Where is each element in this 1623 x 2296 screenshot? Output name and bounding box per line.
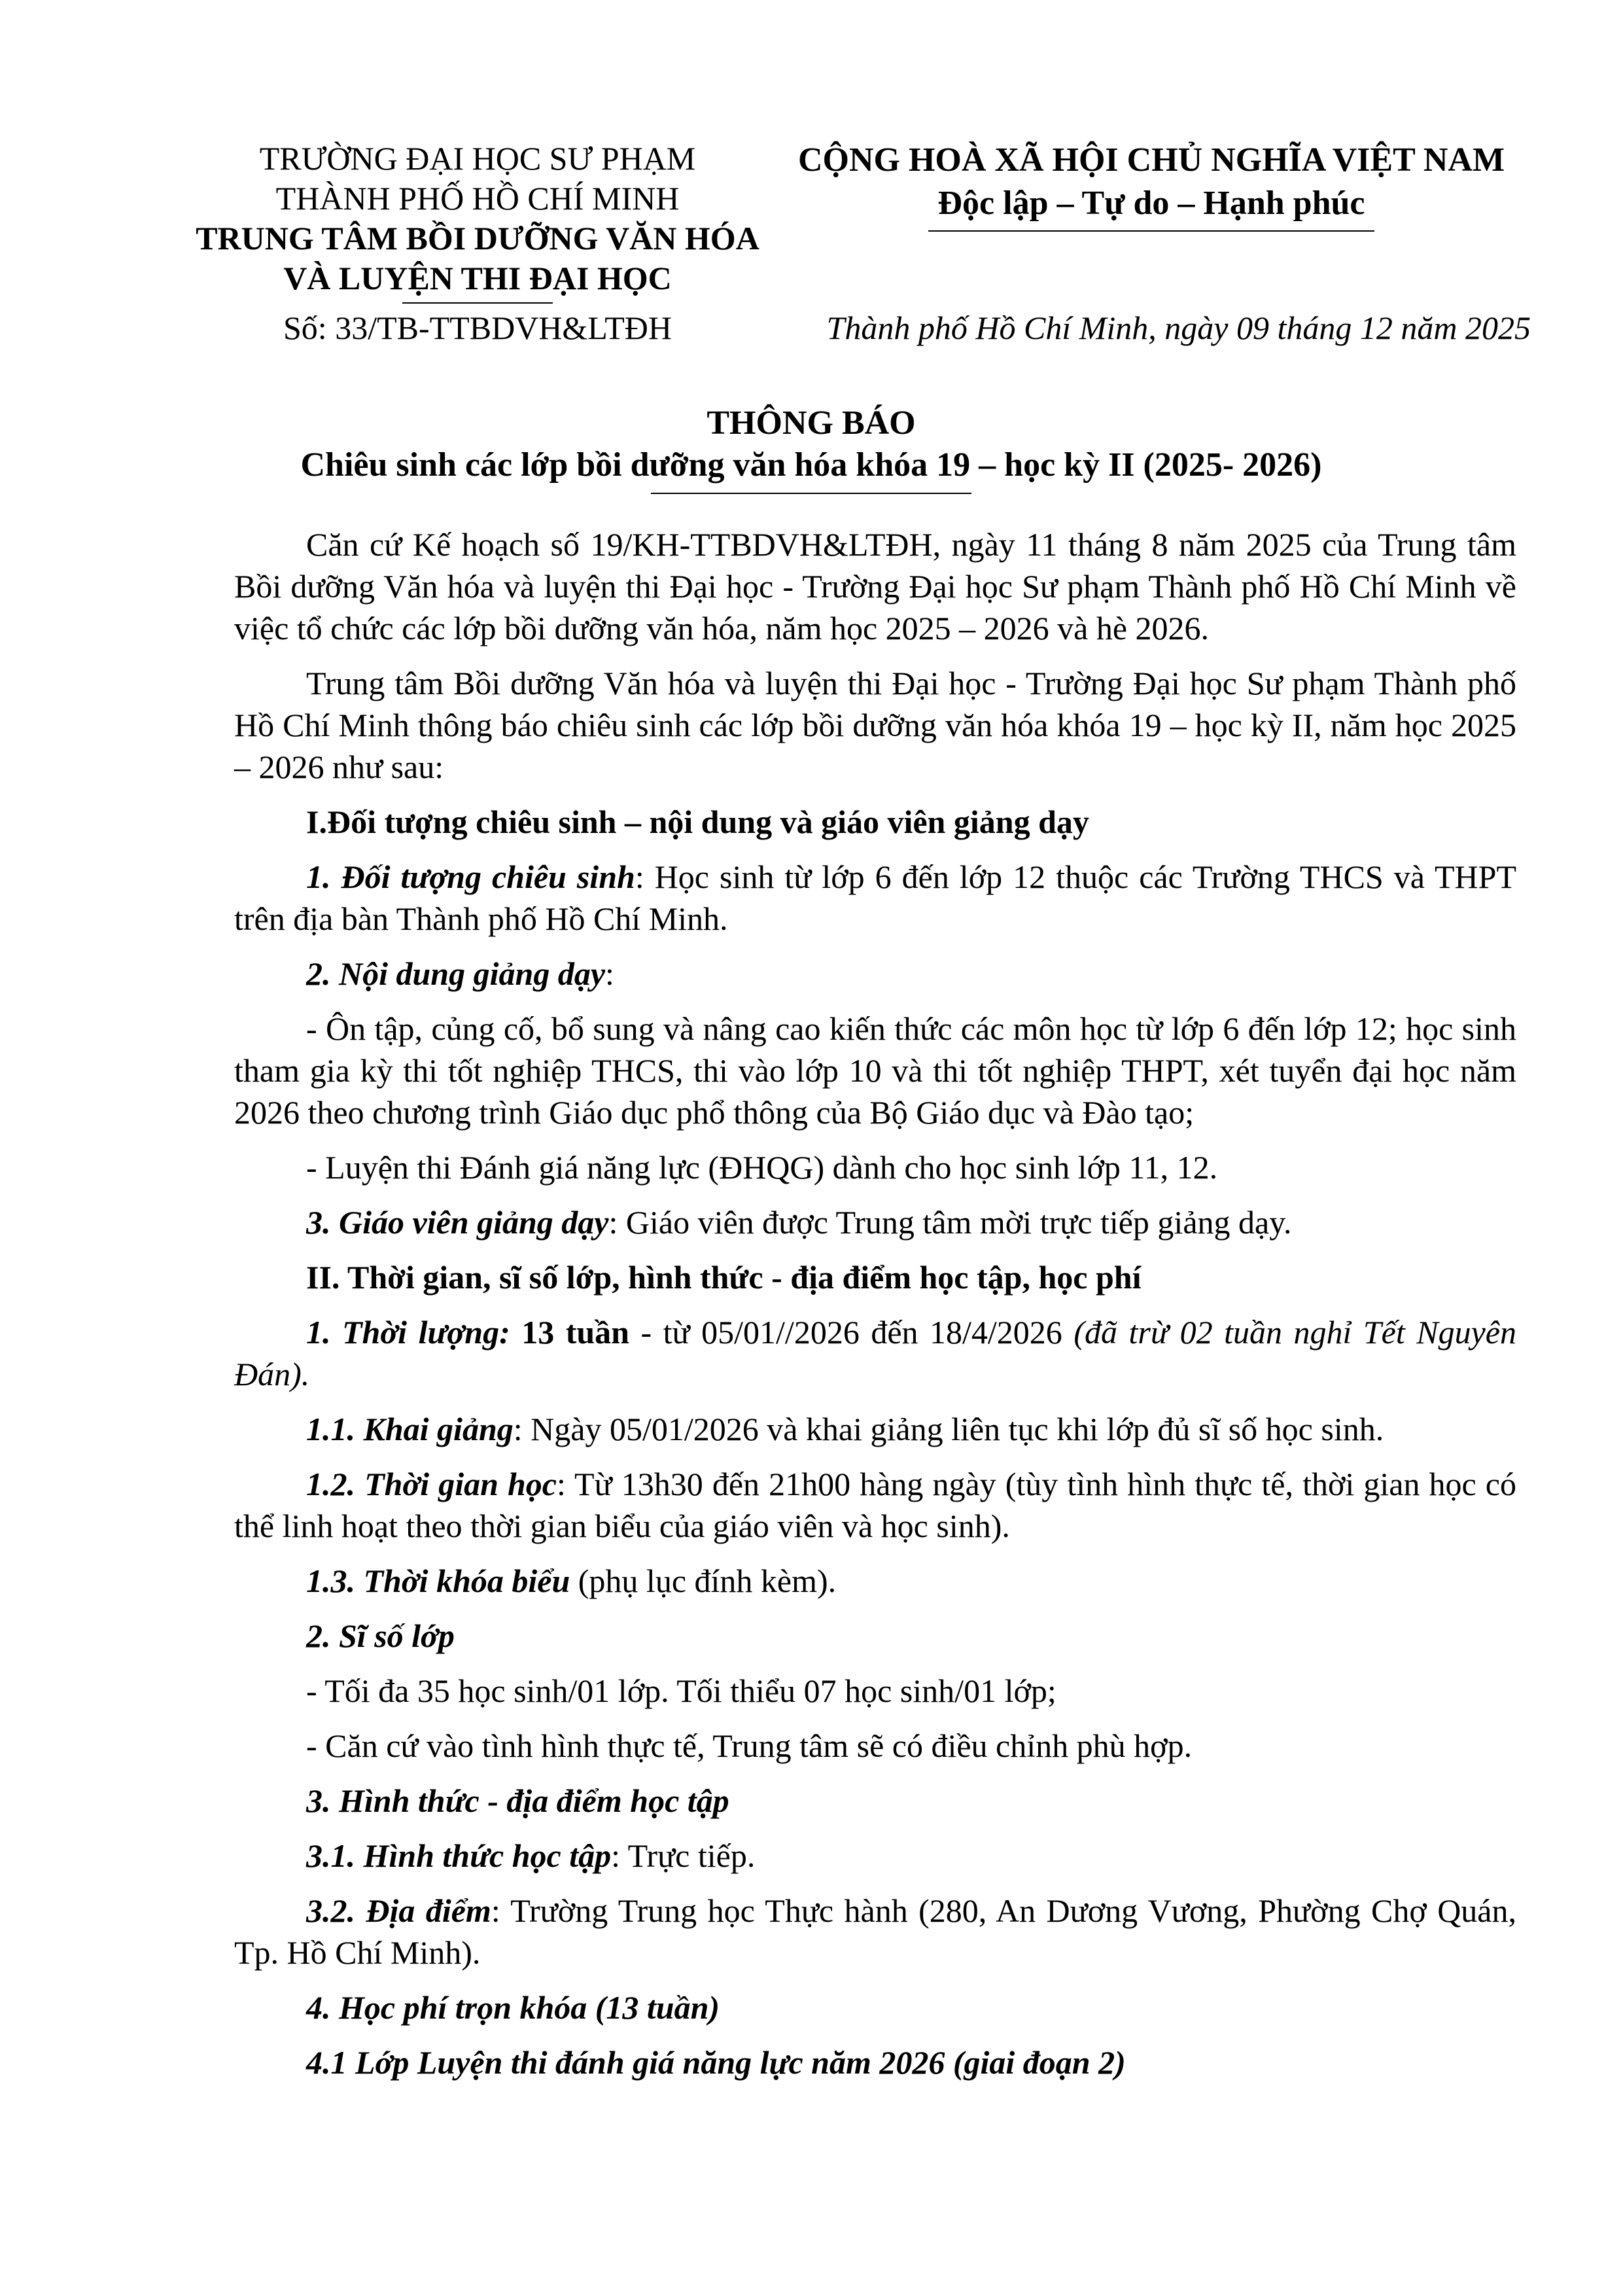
item-teachers xyxy=(234,1201,1516,1243)
document-body xyxy=(234,523,1516,2096)
section-heading-2: II. Thời gian, sĩ số lớp, hình thức - địa điểm học tập, học phí xyxy=(306,1259,1142,1296)
item-opening xyxy=(234,1408,1516,1450)
item-location xyxy=(234,1890,1516,1973)
bullet-class-size-2: - Căn cứ vào tình hình thực tế, Trung tâm sẽ có điều chỉnh phù hợp. xyxy=(306,1727,1193,1764)
document-title: THÔNG BÁO xyxy=(707,404,916,442)
document-subtitle: Chiêu sinh các lớp bồi dưỡng văn hóa khóa 19 – học kỳ II (2025- 2026) xyxy=(300,446,1322,484)
item-text: : Học sinh từ lớp 6 đến lớp 12 thuộc các Trường THCS và THPT trên địa bàn Thành phố Hồ Chí Minh. xyxy=(234,858,1516,937)
paragraph-basis: Căn cứ Kế hoạch số 19/KH-TTBDVH&LTĐH, ngày 11 tháng 8 năm 2025 của Trung tâm Bồi dưỡng Văn hóa và luyện thi Đại học - Trường Đại học Sư phạm Thành phố Hồ Chí Minh về việc tổ chức các lớp bồi dưỡng văn hóa, năm học 2025 – 2026 và hè 2026. xyxy=(234,526,1516,646)
document-number: Số: 33/TB-TTBDVH&LTĐH xyxy=(283,309,672,346)
item-label: 1.1. Khai giảng xyxy=(306,1411,514,1447)
item-target-students xyxy=(234,856,1516,940)
item-text: : Ngày 05/01/2026 và khai giảng liên tục khi lớp đủ sĩ số học sinh. xyxy=(513,1411,1384,1447)
header-right-divider xyxy=(928,230,1374,232)
ministry-line-1: TRƯỜNG ĐẠI HỌC SƯ PHẠM xyxy=(259,140,696,177)
item-duration xyxy=(234,1311,1516,1395)
header-organization xyxy=(183,139,772,304)
item-text: - từ 05/01//2026 đến 18/4/2026 xyxy=(629,1314,1074,1351)
paragraph-announcement: Trung tâm Bồi dưỡng Văn hóa và luyện thi Đại học - Trường Đại học Sư phạm Thành phố Hồ Chí Minh thông báo chiêu sinh các lớp bồi dưỡng văn hóa khóa 19 – học kỳ II, năm học 2025 – 2026 như sau: xyxy=(234,665,1516,785)
item-text: : Trực tiếp. xyxy=(611,1837,756,1874)
ministry-line-2: THÀNH PHỐ HỒ CHÍ MINH xyxy=(275,180,680,217)
item-timetable xyxy=(234,1560,1516,1602)
item-text: : Giáo viên được Trung tâm mời trực tiếp giảng dạy. xyxy=(608,1204,1292,1241)
country-name: CỘNG HOÀ XÃ HỘI CHỦ NGHĨA VIỆT NAM xyxy=(797,141,1505,179)
bullet-content-1: - Ôn tập, củng cố, bổ sung và nâng cao kiến thức các môn học từ lớp 6 đến lớp 12; học sinh tham gia kỳ thi tốt nghiệp THCS, thi vào lớp 10 và thi tốt nghiệp THPT, xét tuyển đại học năm 2026 theo chương trình Giáo dục phổ thông của Bộ Giáo dục và Đào tạo; xyxy=(234,1010,1516,1131)
item-format-location: 3. Hình thức - địa điểm học tập xyxy=(306,1782,729,1819)
item-tuition: 4. Học phí trọn khóa (13 tuần) xyxy=(306,1989,720,2026)
item-content xyxy=(234,953,1516,995)
item-label: 1.3. Thời khóa biểu xyxy=(306,1563,570,1599)
header-left-divider xyxy=(402,302,553,304)
document-title-block xyxy=(118,402,1505,494)
header-national-motto xyxy=(792,139,1511,232)
item-class-size: 2. Sĩ số lớp xyxy=(306,1617,455,1654)
item-label: 1. Thời lượng: xyxy=(306,1314,510,1351)
motto: Độc lập – Tự do – Hạnh phúc xyxy=(937,185,1365,222)
item-text: : xyxy=(605,955,614,992)
item-format xyxy=(234,1835,1516,1877)
bullet-content-2: - Luyện thi Đánh giá năng lực (ĐHQG) dành cho học sinh lớp 11, 12. xyxy=(306,1149,1218,1186)
bullet-class-size-1: - Tối đa 35 học sinh/01 lớp. Tối thiểu 07 học sinh/01 lớp; xyxy=(306,1672,1056,1709)
item-label: 1.2. Thời gian học xyxy=(306,1466,557,1502)
item-label: 2. Nội dung giảng dạy xyxy=(306,955,606,992)
item-label: 3. Giáo viên giảng dạy xyxy=(306,1204,609,1241)
item-text: (phụ lục đính kèm). xyxy=(570,1563,837,1599)
item-label: 1. Đối tượng chiêu sinh xyxy=(306,858,635,895)
center-name-line-2: VÀ LUYỆN THI ĐẠI HỌC xyxy=(283,260,672,296)
item-text: : Trường Trung học Thực hành (280, An Dương Vương, Phường Chợ Quán, Tp. Hồ Chí Minh). xyxy=(234,1892,1516,1971)
item-note: (đã trừ 02 tuần nghỉ Tết Nguyên Đán). xyxy=(234,1314,1517,1392)
title-divider xyxy=(651,493,971,494)
item-label: 3.1. Hình thức học tập xyxy=(306,1837,612,1874)
document-date: Thành phố Hồ Chí Minh, ngày 09 tháng 12 năm 2025 xyxy=(826,309,1531,346)
section-heading-1: I.Đối tượng chiêu sinh – nội dung và giáo viên giảng dạy xyxy=(306,804,1089,840)
item-text: : Từ 13h30 đến 21h00 hàng ngày (tùy tình hình thực tế, thời gian học có thể linh hoạt theo thời gian biểu của giáo viên và học sinh). xyxy=(234,1466,1516,1544)
item-bold-value: 13 tuần xyxy=(510,1314,629,1351)
item-schedule-time xyxy=(234,1463,1516,1547)
item-label: 3.2. Địa điểm xyxy=(306,1892,491,1929)
center-name-line-1: TRUNG TÂM BỒI DƯỠNG VĂN HÓA xyxy=(196,220,759,256)
item-tuition-assessment-class: 4.1 Lớp Luyện thi đánh giá năng lực năm 2026 (giai đoạn 2) xyxy=(306,2044,1126,2081)
